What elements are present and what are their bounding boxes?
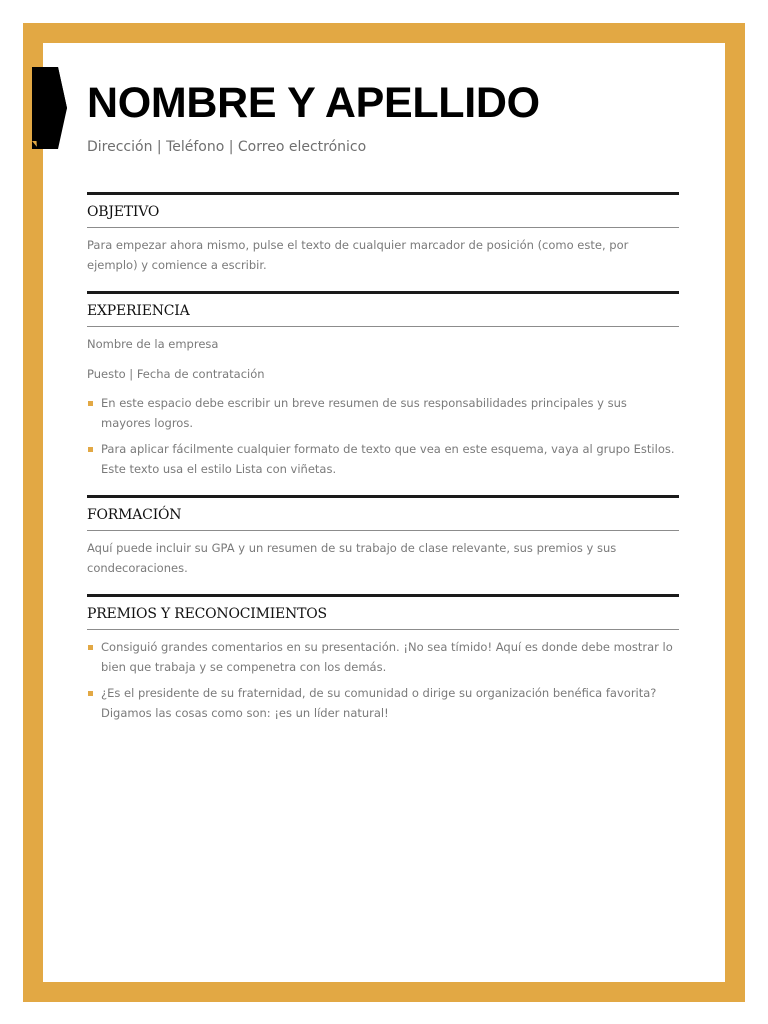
section-heading-experience[interactable]: EXPERIENCIA [87, 291, 679, 327]
section-heading-objective[interactable]: OBJETIVO [87, 192, 679, 228]
page-title[interactable]: NOMBRE Y APELLIDO [87, 79, 540, 127]
bullet-square-icon [88, 691, 93, 696]
contact-line[interactable]: Dirección | Teléfono | Correo electrónico [87, 139, 367, 155]
resume-content [87, 78, 679, 723]
bullet-square-icon [88, 645, 93, 650]
objective-text[interactable]: Para empezar ahora mismo, pulse el texto de cualquier marcador de posición (como este, por ejemplo) y comience a escribir. [87, 238, 629, 272]
awards-bullets [87, 638, 679, 723]
list-item[interactable] [87, 638, 679, 677]
section-experience [87, 291, 679, 479]
section-heading-education[interactable]: FORMACIÓN [87, 495, 679, 531]
list-item-text: ¿Es el presidente de su fraternidad, de su comunidad o dirige su organización benéfica favorita? Digamos las cosas como son: ¡es un líder natural! [101, 686, 657, 720]
education-text[interactable]: Aquí puede incluir su GPA y un resumen de su trabajo de clase relevante, sus premios y sus condecoraciones. [87, 541, 617, 575]
list-item-text: Consiguió grandes comentarios en su presentación. ¡No sea tímido! Aquí es donde debe mostrar lo bien que trabaja y se compenetra con los demás. [101, 640, 673, 674]
experience-bullets [87, 394, 679, 479]
list-item-text: En este espacio debe escribir un breve resumen de sus responsabilidades principales y sus mayores logros. [101, 396, 627, 430]
company-name[interactable]: Nombre de la empresa [87, 337, 219, 351]
list-item[interactable] [87, 684, 679, 723]
list-item[interactable] [87, 440, 679, 479]
list-item-text: Para aplicar fácilmente cualquier formato de texto que vea en este esquema, vaya al grupo Estilos. Este texto usa el estilo Lista con viñetas. [101, 442, 675, 476]
list-item[interactable] [87, 394, 679, 433]
name-tab-marker [32, 67, 67, 149]
bullet-square-icon [88, 401, 93, 406]
bullet-square-icon [88, 447, 93, 452]
section-objective [87, 192, 679, 275]
job-position[interactable]: Puesto | Fecha de contratación [87, 366, 265, 381]
section-education [87, 495, 679, 578]
section-awards [87, 594, 679, 723]
section-heading-awards[interactable]: PREMIOS Y RECONOCIMIENTOS [87, 594, 679, 630]
